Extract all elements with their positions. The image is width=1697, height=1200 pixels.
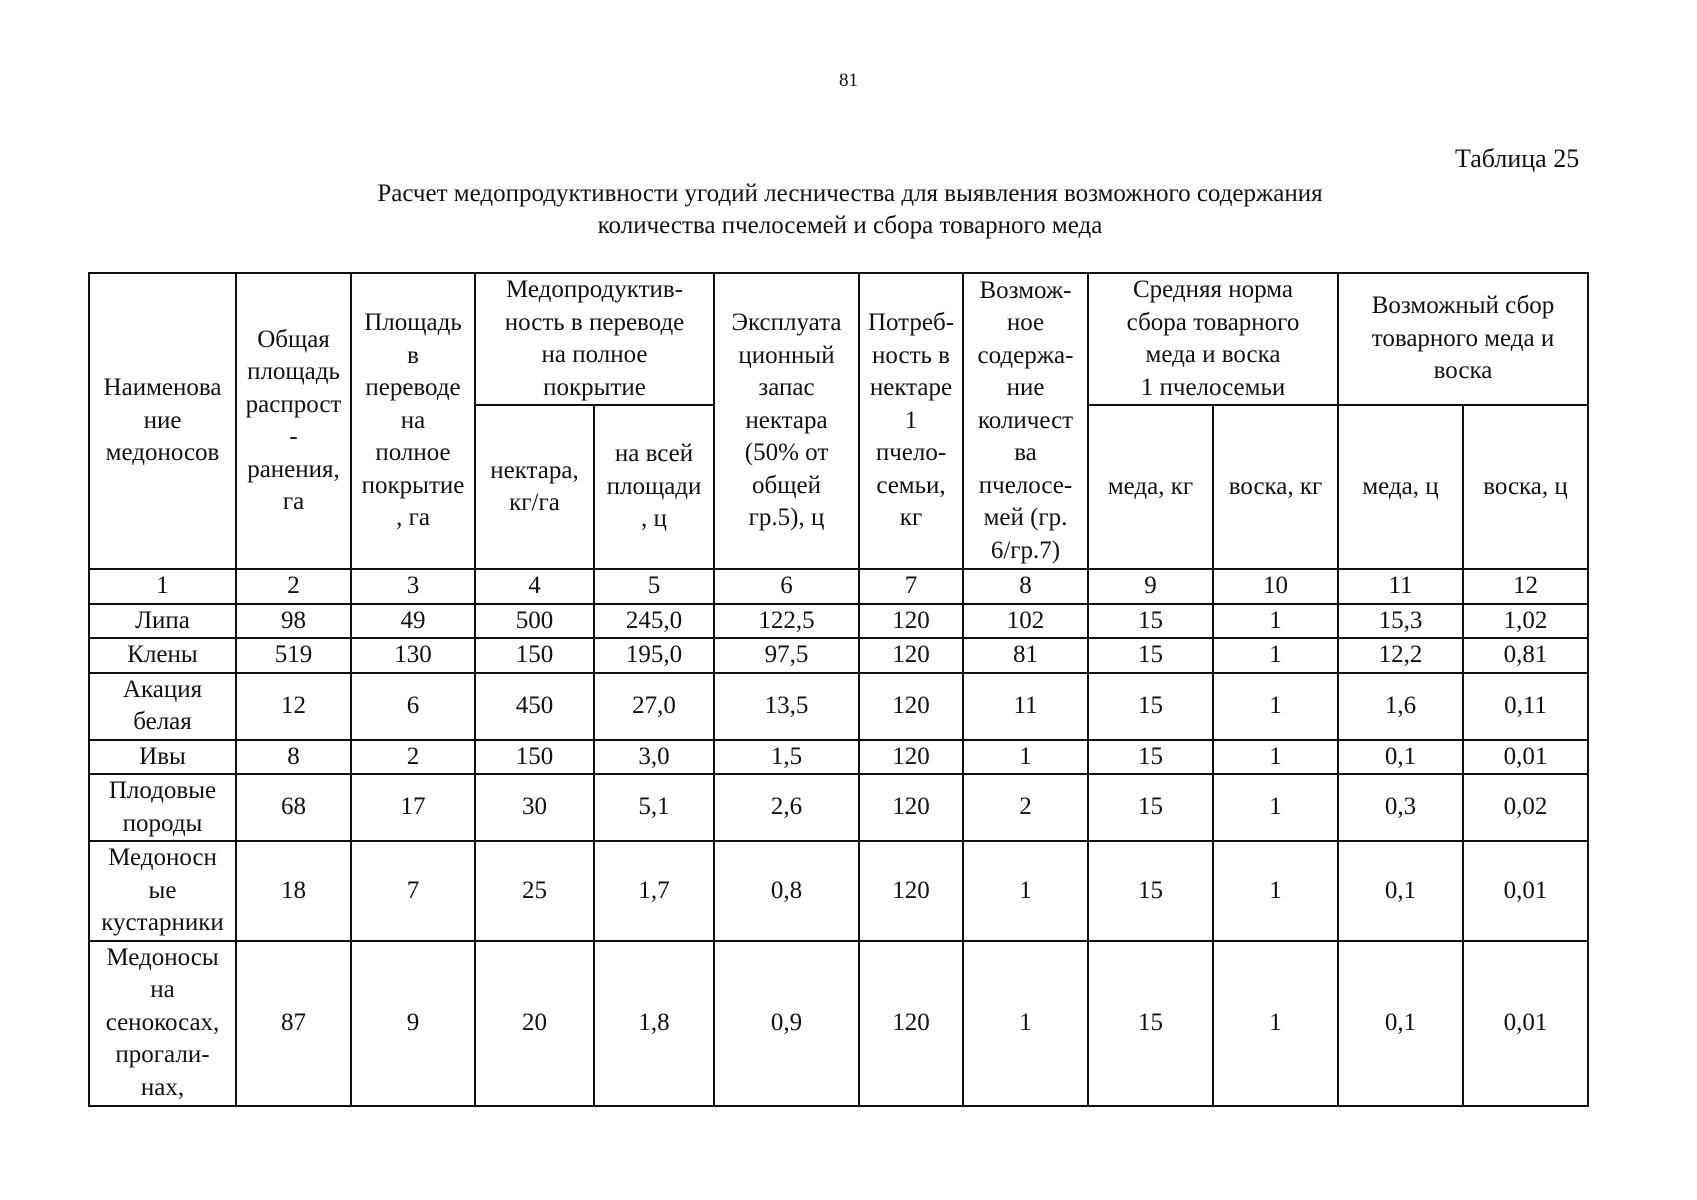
table-cell: 15,3 <box>1338 604 1463 639</box>
header-total-area: Общая площадь распрост - ранения, га <box>236 273 351 569</box>
table-cell: 15 <box>1088 941 1213 1106</box>
table-cell: 6 <box>351 673 475 740</box>
table-cell: 81 <box>963 638 1088 673</box>
table-cell: 1 <box>1213 841 1338 941</box>
table-cell: 150 <box>475 740 594 775</box>
table-cell: 1 <box>1213 673 1338 740</box>
header-possible-colonies: Возмож- ное содержа- ние количест ва пчелосе- мей (гр. 6/гр.7) <box>963 273 1088 569</box>
table-cell: 1 <box>963 941 1088 1106</box>
column-number: 8 <box>963 569 1088 604</box>
column-number-row <box>89 569 1588 604</box>
table-cell: 1 <box>963 841 1088 941</box>
table-cell: 0,02 <box>1463 774 1588 841</box>
table-cell: 1,6 <box>1338 673 1463 740</box>
table-cell: 0,1 <box>1338 941 1463 1106</box>
table-cell: 25 <box>475 841 594 941</box>
table-cell: 1 <box>963 740 1088 775</box>
table-cell: 1 <box>1213 638 1338 673</box>
table-cell: 8 <box>236 740 351 775</box>
plant-name: Медоносн ые кустарники <box>89 841 236 941</box>
column-number: 5 <box>594 569 714 604</box>
table-cell: 500 <box>475 604 594 639</box>
table-cell: 120 <box>859 604 963 639</box>
table-cell: 450 <box>475 673 594 740</box>
column-number: 10 <box>1213 569 1338 604</box>
table-cell: 1 <box>1213 740 1338 775</box>
table-cell: 102 <box>963 604 1088 639</box>
table-cell: 0,3 <box>1338 774 1463 841</box>
table-cell: 245,0 <box>594 604 714 639</box>
table-cell: 5,1 <box>594 774 714 841</box>
table-cell: 68 <box>236 774 351 841</box>
table-cell: 1,02 <box>1463 604 1588 639</box>
table-cell: 15 <box>1088 740 1213 775</box>
table-label: Таблица 25 <box>1455 144 1580 173</box>
table-cell: 120 <box>859 740 963 775</box>
table-cell: 2 <box>351 740 475 775</box>
table-cell: 1,7 <box>594 841 714 941</box>
column-number: 2 <box>236 569 351 604</box>
table-cell: 1 <box>1213 774 1338 841</box>
table-cell: 15 <box>1088 841 1213 941</box>
table-cell: 120 <box>859 638 963 673</box>
table-cell: 30 <box>475 774 594 841</box>
table-cell: 122,5 <box>714 604 859 639</box>
table-cell: 98 <box>236 604 351 639</box>
table-cell: 12,2 <box>1338 638 1463 673</box>
plant-name: Ивы <box>89 740 236 775</box>
table-cell: 1 <box>1213 941 1338 1106</box>
table-row <box>89 841 1588 941</box>
table-cell: 0,1 <box>1338 841 1463 941</box>
table-cell: 0,01 <box>1463 841 1588 941</box>
header-wax-c: воска, ц <box>1463 405 1588 569</box>
table-cell: 130 <box>351 638 475 673</box>
table-row <box>89 604 1588 639</box>
plant-name: Плодовые породы <box>89 774 236 841</box>
table-cell: 1,8 <box>594 941 714 1106</box>
header-possible-yield-group: Возможный сбор товарного меда и воска <box>1338 273 1588 405</box>
header-nectar-need: Потреб- ность в нектаре 1 пчело- семьи, кг <box>859 273 963 569</box>
table-cell: 13,5 <box>714 673 859 740</box>
table-cell: 1,5 <box>714 740 859 775</box>
table-cell: 18 <box>236 841 351 941</box>
header-nectar-per-ha: нектара, кг/га <box>475 405 594 569</box>
header-plant-name: Наименова ние медоносов <box>89 273 236 569</box>
header-honey-c: меда, ц <box>1338 405 1463 569</box>
header-total-area-yield: на всей площади , ц <box>594 405 714 569</box>
table-cell: 15 <box>1088 673 1213 740</box>
table-cell: 0,1 <box>1338 740 1463 775</box>
table-row <box>89 740 1588 775</box>
table-cell: 150 <box>475 638 594 673</box>
table-row <box>89 673 1588 740</box>
column-number: 4 <box>475 569 594 604</box>
plant-name: Клены <box>89 638 236 673</box>
column-number: 11 <box>1338 569 1463 604</box>
title-line-2: количества пчелосемей и сбора товарного меда <box>597 212 1103 239</box>
table-cell: 1 <box>1213 604 1338 639</box>
table-title <box>250 178 1450 242</box>
column-number: 7 <box>859 569 963 604</box>
table-cell: 120 <box>859 841 963 941</box>
header-average-norm-group: Средняя норма сбора товарного меда и воска 1 пчелосемьи <box>1088 273 1338 405</box>
column-number: 1 <box>89 569 236 604</box>
header-honey-productivity-group: Медопродуктив- ность в переводе на полное покрытие <box>475 273 714 405</box>
table-row <box>89 638 1588 673</box>
page-number: 81 <box>839 70 858 91</box>
table-cell: 3,0 <box>594 740 714 775</box>
table-cell: 195,0 <box>594 638 714 673</box>
table-cell: 120 <box>859 673 963 740</box>
table-cell: 17 <box>351 774 475 841</box>
table-row <box>89 774 1588 841</box>
table-row <box>89 941 1588 1106</box>
plant-name: Акация белая <box>89 673 236 740</box>
table-cell: 0,01 <box>1463 740 1588 775</box>
table-cell: 0,8 <box>714 841 859 941</box>
column-number: 3 <box>351 569 475 604</box>
table-cell: 11 <box>963 673 1088 740</box>
plant-name: Медоносы на сенокосах, прогали- нах, <box>89 941 236 1106</box>
table-cell: 2,6 <box>714 774 859 841</box>
table-cell: 49 <box>351 604 475 639</box>
table-cell: 2 <box>963 774 1088 841</box>
table-cell: 120 <box>859 774 963 841</box>
header-nectar-reserve: Эксплуата ционный запас нектара (50% от общей гр.5), ц <box>714 273 859 569</box>
table-cell: 15 <box>1088 638 1213 673</box>
table-cell: 20 <box>475 941 594 1106</box>
table-cell: 87 <box>236 941 351 1106</box>
header-area-full-cover: Площадь в переводе на полное покрытие , га <box>351 273 475 569</box>
table-cell: 0,9 <box>714 941 859 1106</box>
table-cell: 9 <box>351 941 475 1106</box>
table-cell: 12 <box>236 673 351 740</box>
table-cell: 97,5 <box>714 638 859 673</box>
column-number: 6 <box>714 569 859 604</box>
table-cell: 0,11 <box>1463 673 1588 740</box>
table-cell: 15 <box>1088 604 1213 639</box>
table-cell: 0,01 <box>1463 941 1588 1106</box>
header-honey-kg: меда, кг <box>1088 405 1213 569</box>
column-number: 9 <box>1088 569 1213 604</box>
title-line-1: Расчет медопродуктивности угодий лесничества для выявления возможного содержания <box>377 180 1323 207</box>
table-cell: 15 <box>1088 774 1213 841</box>
header-wax-kg: воска, кг <box>1213 405 1338 569</box>
table-cell: 27,0 <box>594 673 714 740</box>
column-number: 12 <box>1463 569 1588 604</box>
honey-productivity-table <box>88 272 1589 1107</box>
plant-name: Липа <box>89 604 236 639</box>
table-cell: 7 <box>351 841 475 941</box>
table-cell: 519 <box>236 638 351 673</box>
table-cell: 0,81 <box>1463 638 1588 673</box>
table-cell: 120 <box>859 941 963 1106</box>
